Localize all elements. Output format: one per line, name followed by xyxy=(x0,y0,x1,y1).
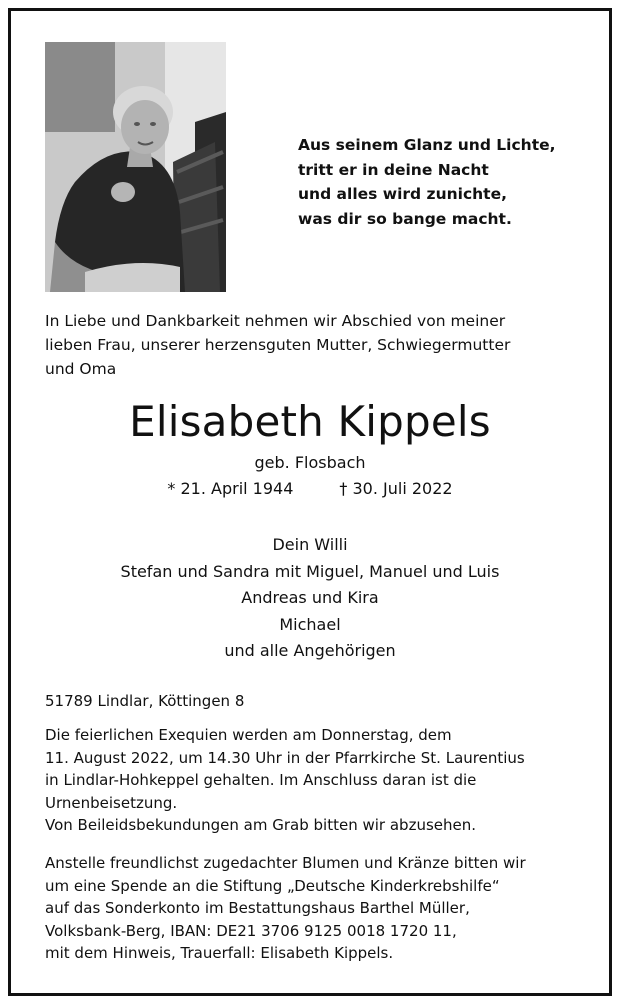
birth-name: geb. Flosbach xyxy=(254,453,366,472)
intro-text xyxy=(45,309,590,381)
verse-line: tritt er in deine Nacht xyxy=(298,160,489,179)
donation-line: auf das Sonderkonto im Bestattungshaus Barthel Müller, xyxy=(45,899,470,917)
verse-line: und alles wird zunichte, xyxy=(298,185,507,203)
death-date: † 30. Juli 2022 xyxy=(339,479,453,498)
verse xyxy=(298,133,556,231)
deceased-name: Elisabeth Kippels xyxy=(129,397,491,446)
life-dates xyxy=(0,477,620,501)
birth-date: * 21. April 1944 xyxy=(167,479,294,498)
service-line: Von Beileidsbekundungen am Grab bitten wir abzusehen. xyxy=(45,816,477,834)
address xyxy=(45,690,605,713)
service-line: Urnenbeisetzung. xyxy=(45,793,178,812)
mourner-line: Dein Willi xyxy=(272,535,348,554)
donation-line: Anstelle freundlichst zugedachter Blumen und Kränze bitten wir xyxy=(45,854,526,872)
portrait-photo xyxy=(45,42,226,292)
mourner-line: Michael xyxy=(279,614,341,634)
mourner-line: Andreas und Kira xyxy=(241,588,379,607)
verse-line: Aus seinem Glanz und Lichte, xyxy=(298,136,556,154)
verse-line: was dir so bange macht. xyxy=(298,209,512,228)
intro-line: In Liebe und Dankbarkeit nehmen wir Abschied von meiner xyxy=(45,312,506,330)
mourners-list xyxy=(0,532,620,665)
service-line: 11. August 2022, um 14.30 Uhr in der Pfarrkirche St. Laurentius xyxy=(45,748,525,767)
mourner-line: und alle Angehörigen xyxy=(224,641,396,660)
address-line: 51789 Lindlar, Köttingen 8 xyxy=(45,692,245,710)
donation-info xyxy=(45,852,605,965)
mourner-line: Stefan und Sandra mit Miguel, Manuel und Luis xyxy=(120,561,500,581)
donation-line: mit dem Hinweis, Trauerfall: Elisabeth Kippels. xyxy=(45,944,394,962)
portrait-image xyxy=(45,42,226,292)
donation-line: um eine Spende an die Stiftung „Deutsche Kinderkrebshilfe“ xyxy=(45,876,500,895)
donation-line: Volksbank-Berg, IBAN: DE21 3706 9125 0018 1720 11, xyxy=(45,921,457,940)
service-line: Die feierlichen Exequien werden am Donnerstag, dem xyxy=(45,726,452,744)
intro-line: und Oma xyxy=(45,360,117,378)
service-info xyxy=(45,724,605,837)
intro-line: lieben Frau, unserer herzensguten Mutter, Schwiegermutter xyxy=(45,336,511,354)
service-line: in Lindlar-Hohkeppel gehalten. Im Anschluss daran ist die xyxy=(45,771,477,789)
